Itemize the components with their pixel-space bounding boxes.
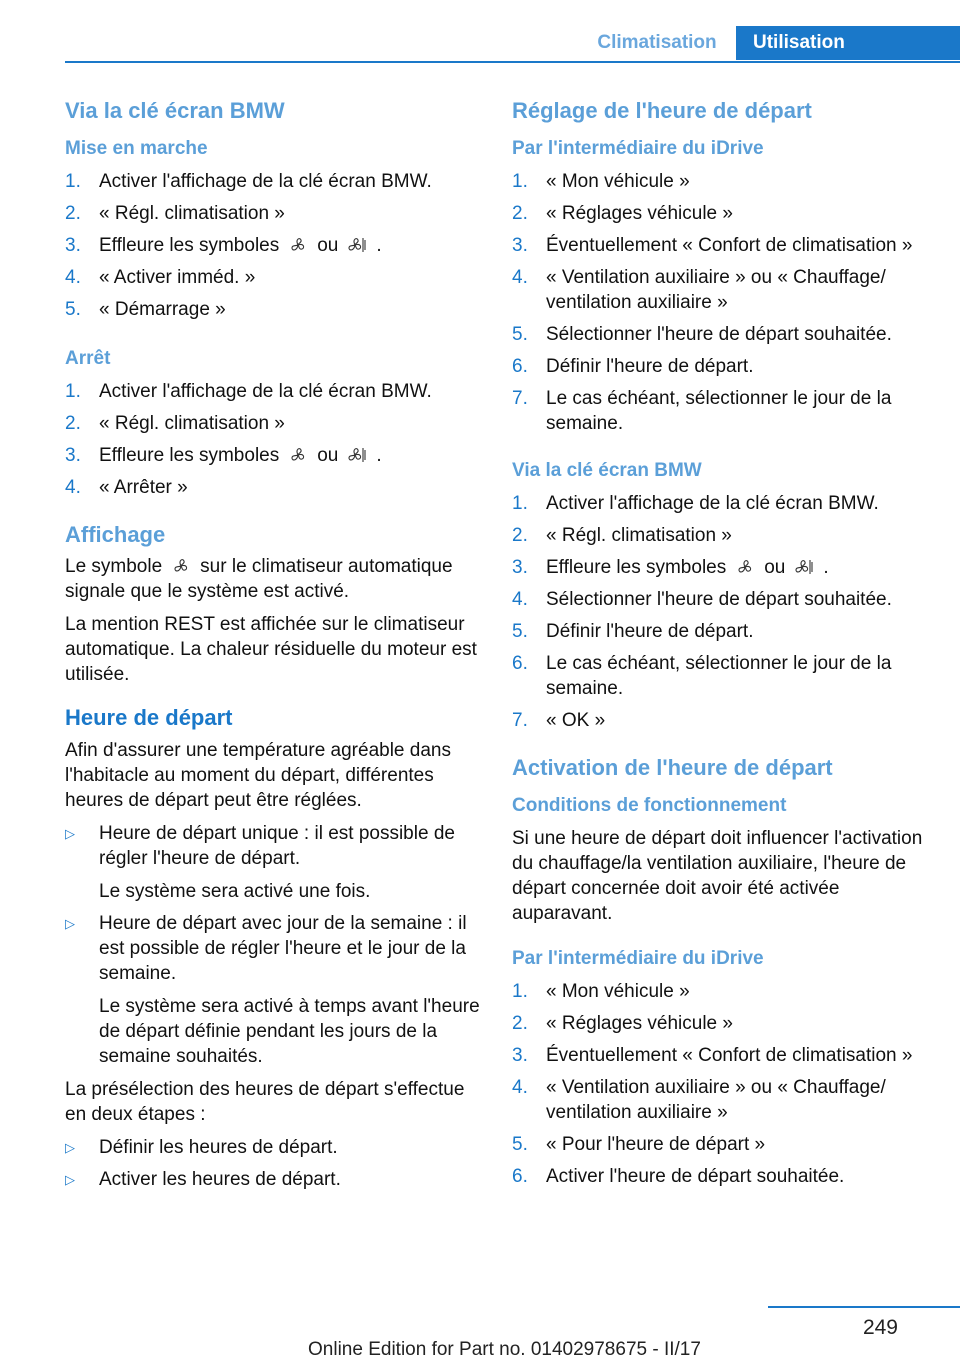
list-item: 3. Effleure les symboles ou .	[65, 444, 382, 466]
list-item: 4. « Ventilation auxiliaire » ou « Chauffage/ ventilation auxiliaire »	[512, 267, 886, 314]
list-item: 1. Activer l'affichage de la clé écran BMW.	[512, 492, 879, 514]
heading-mise-en-marche: Mise en marche	[65, 138, 208, 160]
list-item: 6. Activer l'heure de départ souhaitée.	[512, 1165, 845, 1187]
page-number-rule	[768, 1306, 960, 1308]
list-item: 2. « Régl. climatisation »	[512, 524, 732, 546]
list-item: 7. Le cas échéant, sélectionner le jour de la semaine.	[512, 388, 892, 435]
list-item: 2. « Régl. climatisation »	[65, 412, 285, 434]
right-column	[512, 98, 927, 1196]
list-item: 3. Éventuellement « Confort de climatisation »	[512, 235, 913, 257]
header-section: Climatisation	[597, 32, 717, 53]
heading-arret: Arrêt	[65, 348, 111, 370]
fan-icon	[170, 556, 192, 576]
list-item: 5. Définir l'heure de départ.	[512, 620, 754, 642]
fan-icon	[734, 557, 756, 577]
list-item: 5. « Pour l'heure de départ »	[512, 1133, 766, 1155]
list-item: 3. Éventuellement « Confort de climatisation »	[512, 1044, 913, 1066]
heading-affichage: Affichage	[65, 521, 166, 547]
heading-idrive-2: Par l'intermédiaire du iDrive	[512, 948, 764, 970]
paragraph-conditions: Si une heure de départ doit influencer l'activation du chauffage/la ventilation auxiliaire, l'heure de départ concernée doit avoir été activée auparavant.	[512, 828, 923, 925]
paragraph-affichage-2: La mention REST est affichée sur le climatiseur automatique. La chaleur résiduelle du moteur est utilisée.	[65, 614, 477, 686]
bullet-list-etapes	[65, 1135, 480, 1192]
left-column	[65, 98, 480, 1200]
list-item: 1. Activer l'affichage de la clé écran BMW.	[65, 380, 432, 402]
page-header	[0, 26, 960, 62]
footer-edition: Online Edition for Part no. 01402978675 - II/17	[308, 1339, 701, 1360]
header-rule	[65, 61, 960, 63]
list-idrive	[512, 169, 927, 436]
list-item: 1. Activer l'affichage de la clé écran BMW.	[65, 171, 432, 193]
list-item: ▷ Heure de départ avec jour de la semaine : il est possible de régler l'heure et le jour de la semaine. Le système sera activé à temps avant l'heure de départ définie pendant les jours de la semaine souhaités.	[65, 912, 480, 1067]
heated-fan-icon	[346, 235, 368, 255]
paragraph-preselection: La présélection des heures de départ s'effectue en deux étapes :	[65, 1078, 465, 1125]
list-idrive-2	[512, 979, 927, 1189]
list-item: 5. « Démarrage »	[65, 299, 226, 321]
heading-activation: Activation de l'heure de départ	[512, 754, 833, 780]
list-item: 3. Effleure les symboles ou .	[65, 235, 382, 257]
list-mise-en-marche	[65, 169, 480, 322]
heading-idrive: Par l'intermédiaire du iDrive	[512, 138, 764, 160]
paragraph-heure-1: Afin d'assurer une température agréable dans l'habitacle au moment du départ, différentes heures de départ peut être réglées.	[65, 739, 451, 811]
list-item: 2. « Réglages véhicule »	[512, 203, 733, 225]
fan-icon	[287, 445, 309, 465]
list-item: 1. « Mon véhicule »	[512, 980, 690, 1002]
heated-fan-icon	[793, 557, 815, 577]
list-item: 4. « Arrêter »	[65, 476, 188, 498]
list-item: 6. Définir l'heure de départ.	[512, 356, 754, 378]
heading-via-cle: Via la clé écran BMW	[512, 460, 702, 482]
list-item: ▷ Définir les heures de départ.	[65, 1136, 338, 1158]
heading-conditions: Conditions de fonctionnement	[512, 795, 787, 817]
heated-fan-icon	[346, 445, 368, 465]
list-item: 4. « Activer imméd. »	[65, 267, 256, 289]
list-item: 4. « Ventilation auxiliaire » ou « Chauffage/ ventilation auxiliaire »	[512, 1076, 886, 1123]
list-item: 7. « OK »	[512, 709, 606, 731]
heading-via-cle: Via la clé écran BMW	[65, 98, 285, 123]
header-chapter-tab: Utilisation	[736, 26, 960, 60]
list-item: 4. Sélectionner l'heure de départ souhaitée.	[512, 588, 892, 610]
list-item: 1. « Mon véhicule »	[512, 171, 690, 193]
page-number: 249	[862, 1316, 898, 1339]
list-item: 2. « Régl. climatisation »	[65, 203, 285, 225]
heading-reglage: Réglage de l'heure de départ	[512, 98, 812, 123]
list-arret	[65, 379, 480, 500]
fan-icon	[287, 235, 309, 255]
list-item: ▷ Heure de départ unique : il est possible de régler l'heure de départ. Le système sera activé une fois.	[65, 822, 455, 902]
list-item: ▷ Activer les heures de départ.	[65, 1168, 341, 1190]
list-item: 6. Le cas échéant, sélectionner le jour de la semaine.	[512, 652, 892, 699]
heading-heure-de-depart: Heure de départ	[65, 705, 233, 731]
list-item: 5. Sélectionner l'heure de départ souhaitée.	[512, 324, 892, 346]
bullet-list-heures	[65, 821, 480, 1069]
list-item: 2. « Réglages véhicule »	[512, 1012, 733, 1034]
list-via-cle	[512, 491, 927, 733]
list-item: 3. Effleure les symboles ou .	[512, 556, 829, 578]
paragraph-affichage-1: Le symbole sur le climatiseur automatique signale que le système est activé.	[65, 556, 453, 603]
